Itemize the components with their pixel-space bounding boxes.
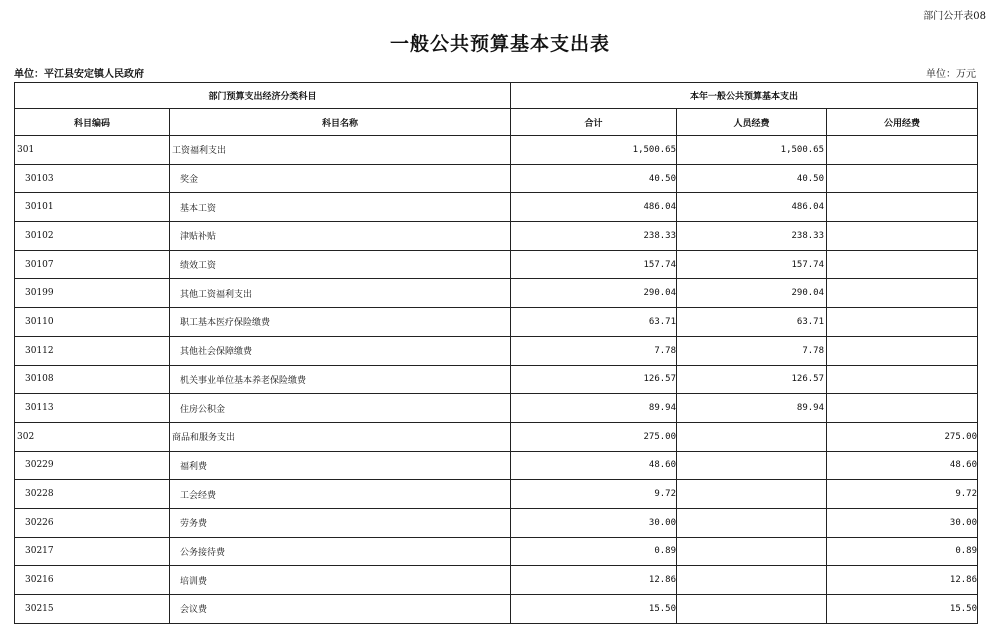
row-public <box>827 222 978 251</box>
row-personnel: 238.33 <box>677 222 827 251</box>
row-code: 302 <box>15 422 170 451</box>
row-personnel <box>677 451 827 480</box>
row-total: 9.72 <box>511 480 677 509</box>
row-name: 机关事业单位基本养老保险缴费 <box>170 365 511 394</box>
table-row <box>15 164 978 193</box>
row-personnel: 486.04 <box>677 193 827 222</box>
table-row <box>15 537 978 566</box>
row-name: 职工基本医疗保险缴费 <box>170 308 511 337</box>
row-code: 30216 <box>15 566 170 595</box>
row-name: 津贴补贴 <box>170 222 511 251</box>
row-name: 工资福利支出 <box>170 136 511 165</box>
row-personnel <box>677 595 827 624</box>
row-name: 住房公积金 <box>170 394 511 423</box>
row-personnel: 290.04 <box>677 279 827 308</box>
header-name: 科目名称 <box>170 109 511 136</box>
row-code: 30113 <box>15 394 170 423</box>
row-total: 63.71 <box>511 308 677 337</box>
row-personnel <box>677 566 827 595</box>
row-total: 275.00 <box>511 422 677 451</box>
row-public <box>827 279 978 308</box>
table-row <box>15 336 978 365</box>
row-public: 48.60 <box>827 451 978 480</box>
row-total: 486.04 <box>511 193 677 222</box>
row-total: 15.50 <box>511 595 677 624</box>
table-row <box>15 279 978 308</box>
header-total: 合计 <box>511 109 677 136</box>
row-total: 0.89 <box>511 537 677 566</box>
table-row <box>15 422 978 451</box>
row-total: 12.86 <box>511 566 677 595</box>
row-code: 30110 <box>15 308 170 337</box>
row-personnel: 126.57 <box>677 365 827 394</box>
row-public <box>827 250 978 279</box>
row-public: 30.00 <box>827 508 978 537</box>
table-row <box>15 595 978 624</box>
row-total: 238.33 <box>511 222 677 251</box>
row-name: 福利费 <box>170 451 511 480</box>
row-personnel <box>677 537 827 566</box>
row-name: 培训费 <box>170 566 511 595</box>
row-public <box>827 365 978 394</box>
row-code: 30228 <box>15 480 170 509</box>
row-code: 30217 <box>15 537 170 566</box>
row-code: 30107 <box>15 250 170 279</box>
row-total: 290.04 <box>511 279 677 308</box>
table-row <box>15 508 978 537</box>
row-total: 1,500.65 <box>511 136 677 165</box>
row-total: 48.60 <box>511 451 677 480</box>
table-row <box>15 566 978 595</box>
row-personnel: 40.50 <box>677 164 827 193</box>
table-row <box>15 365 978 394</box>
table-row <box>15 451 978 480</box>
header-public: 公用经费 <box>827 109 978 136</box>
row-public <box>827 394 978 423</box>
form-number: 部门公开表08 <box>923 11 986 22</box>
currency-unit: 单位：万元 <box>926 69 976 80</box>
table-row <box>15 222 978 251</box>
table-row <box>15 193 978 222</box>
page-title: 一般公共预算基本支出表 <box>389 33 610 55</box>
row-personnel: 63.71 <box>677 308 827 337</box>
department-unit: 单位：平江县安定镇人民政府 <box>14 69 144 80</box>
row-total: 40.50 <box>511 164 677 193</box>
row-code: 30229 <box>15 451 170 480</box>
row-name: 劳务费 <box>170 508 511 537</box>
row-public: 0.89 <box>827 537 978 566</box>
row-public <box>827 336 978 365</box>
row-public <box>827 193 978 222</box>
row-total: 30.00 <box>511 508 677 537</box>
row-public: 15.50 <box>827 595 978 624</box>
row-personnel: 89.94 <box>677 394 827 423</box>
row-code: 30226 <box>15 508 170 537</box>
table-row <box>15 136 978 165</box>
row-name: 奖金 <box>170 164 511 193</box>
row-name: 公务接待费 <box>170 537 511 566</box>
row-public: 9.72 <box>827 480 978 509</box>
row-public <box>827 136 978 165</box>
row-code: 301 <box>15 136 170 165</box>
row-name: 会议费 <box>170 595 511 624</box>
row-name: 基本工资 <box>170 193 511 222</box>
row-code: 30112 <box>15 336 170 365</box>
table-row <box>15 308 978 337</box>
row-personnel <box>677 508 827 537</box>
header-basic-expenditure: 本年一般公共预算基本支出 <box>511 83 978 109</box>
row-total: 7.78 <box>511 336 677 365</box>
row-name: 其他社会保障缴费 <box>170 336 511 365</box>
header-economic-classification: 部门预算支出经济分类科目 <box>15 83 511 109</box>
row-total: 89.94 <box>511 394 677 423</box>
row-total: 157.74 <box>511 250 677 279</box>
table-row <box>15 394 978 423</box>
table-row <box>15 250 978 279</box>
row-code: 30199 <box>15 279 170 308</box>
budget-table <box>14 82 978 624</box>
row-total: 126.57 <box>511 365 677 394</box>
row-personnel <box>677 480 827 509</box>
row-personnel: 7.78 <box>677 336 827 365</box>
table-row <box>15 480 978 509</box>
row-personnel <box>677 422 827 451</box>
row-name: 工会经费 <box>170 480 511 509</box>
row-name: 商品和服务支出 <box>170 422 511 451</box>
row-personnel: 1,500.65 <box>677 136 827 165</box>
row-code: 30215 <box>15 595 170 624</box>
row-code: 30108 <box>15 365 170 394</box>
header-code: 科目编码 <box>15 109 170 136</box>
row-public: 275.00 <box>827 422 978 451</box>
row-public: 12.86 <box>827 566 978 595</box>
row-public <box>827 308 978 337</box>
row-name: 其他工资福利支出 <box>170 279 511 308</box>
row-code: 30101 <box>15 193 170 222</box>
row-personnel: 157.74 <box>677 250 827 279</box>
row-public <box>827 164 978 193</box>
row-code: 30103 <box>15 164 170 193</box>
row-name: 绩效工资 <box>170 250 511 279</box>
header-personnel: 人员经费 <box>677 109 827 136</box>
table-body <box>15 136 978 624</box>
row-code: 30102 <box>15 222 170 251</box>
